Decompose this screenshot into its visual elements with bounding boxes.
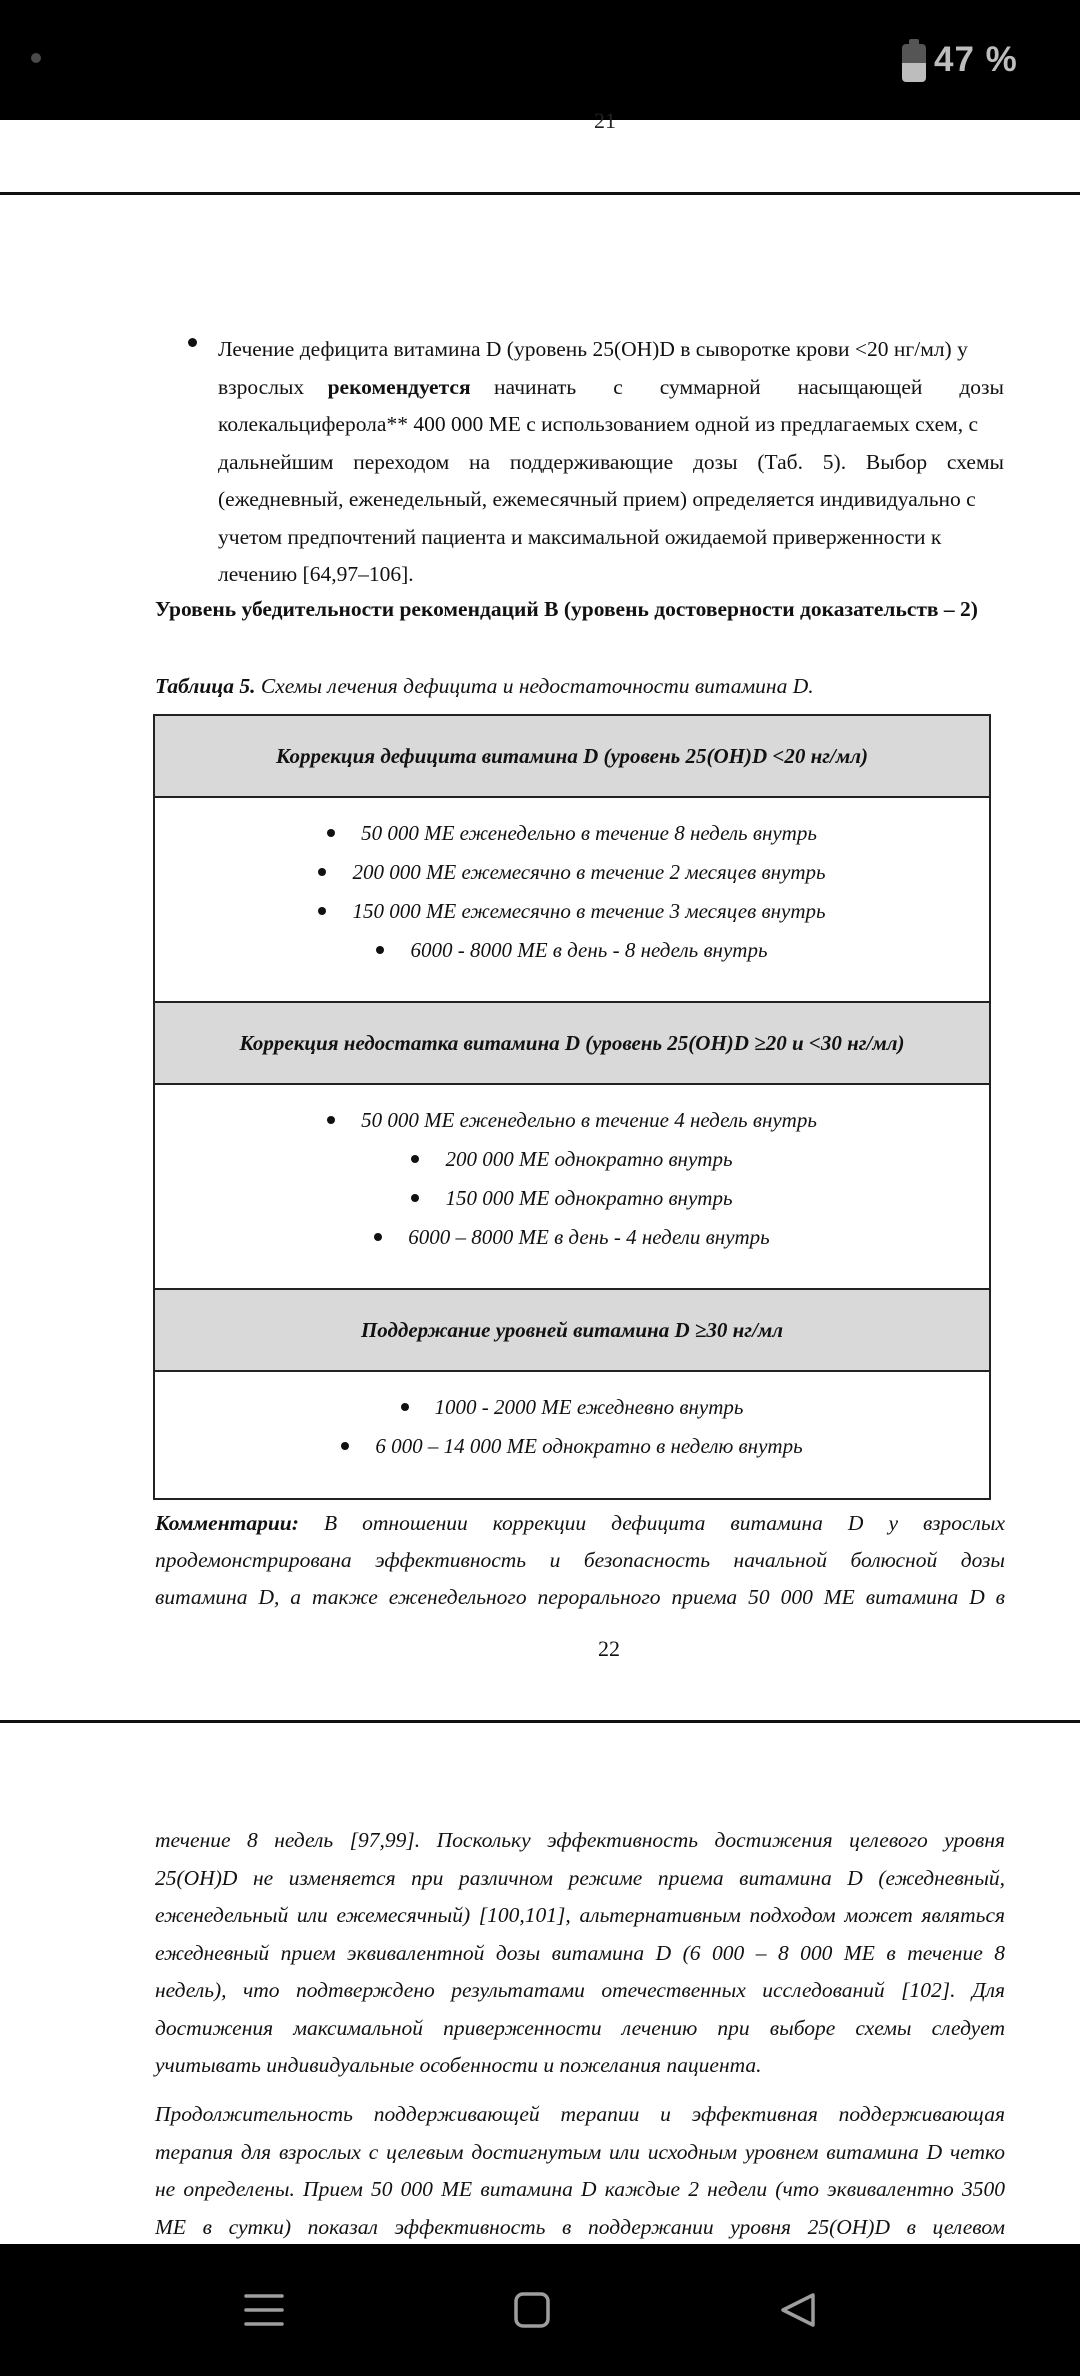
table-section-header: Коррекция недостатка витамина D (уровень 25(OH)D ≥20 и <30 нг/мл) — [155, 1003, 989, 1085]
battery-percent: 47 % — [934, 40, 1018, 79]
square-home-icon — [512, 2290, 552, 2330]
paragraph-line: достижения максимальной приверженности лечению при выборе схемы следует — [155, 2015, 1005, 2040]
bullet-icon — [374, 1233, 382, 1241]
paragraph-line: учитывать индивидуальные особенности и пожелания пациента. — [155, 2053, 762, 2077]
comment-line: витамина D, а также еженедельного перорального приема 50 000 МЕ витамина D в — [155, 1585, 1005, 1609]
page-number-22: 22 — [598, 1636, 620, 1661]
paragraph-line: еженедельный или ежемесячный) [100,101], альтернативным подходом может являться — [155, 1903, 1005, 1927]
bullet-icon — [411, 1194, 419, 1202]
paragraph-line: недель), что подтверждено результатами отечественных исследований [102]. Для — [155, 1978, 1005, 2002]
bold-term: рекомендуется — [327, 374, 471, 399]
home-button[interactable] — [472, 2244, 592, 2376]
page-text-paragraph — [155, 1822, 1005, 2085]
paragraph-line — [218, 369, 1004, 407]
table-caption-label: Таблица 5. — [155, 674, 256, 698]
status-bar — [0, 0, 1080, 120]
bullet-icon — [401, 1403, 409, 1411]
paragraph-line: Лечение дефицита витамина D (уровень 25(OH)D в сыворотке крови <20 нг/мл) у — [218, 337, 968, 361]
recommendation-level: Уровень убедительности рекомендаций B (уровень достоверности доказательств – 2) — [155, 597, 978, 621]
table-caption-text: Схемы лечения дефицита и недостаточности витамина D. — [260, 674, 814, 698]
comment-label: Комментарии: — [155, 1511, 299, 1535]
table-section-body — [155, 1085, 989, 1290]
paragraph-line: не определены. Прием 50 000 МЕ витамина D каждые 2 недели (что эквивалентно 3500 — [155, 2177, 1005, 2201]
paragraph-line: учетом предпочтений пациента и максимальной ожидаемой приверженности к — [218, 524, 942, 549]
bullet-icon — [188, 338, 197, 347]
paragraph-line: лечению [64,97–106]. — [218, 562, 414, 586]
paragraph-line: ежедневный прием эквивалентной дозы витамина D (6 000 – 8 000 МЕ в течение 8 — [155, 1940, 1005, 1965]
paragraph-text: начинать с суммарной насыщающей дозы — [494, 374, 1004, 399]
page-number-21: 21 — [594, 108, 616, 133]
table-list-item: 6000 - 8000 МЕ в день - 8 недель внутрь — [155, 937, 989, 963]
bullet-icon — [341, 1442, 349, 1450]
table-list-item: 50 000 МЕ еженедельно в течение 4 недель внутрь — [155, 1107, 989, 1133]
notification-dot-icon — [31, 53, 41, 63]
table-section-body — [155, 798, 989, 1003]
page-text-paragraph — [155, 2096, 1005, 2246]
recommendation-paragraph — [218, 331, 1004, 594]
bullet-icon — [376, 946, 384, 954]
table-caption — [155, 674, 814, 699]
menu-lines-icon — [242, 2290, 286, 2330]
bullet-icon — [318, 907, 326, 915]
table-section-header: Поддержание уровней витамина D ≥30 нг/мл — [155, 1290, 989, 1372]
table-list-item: 200 000 МЕ однократно внутрь — [155, 1146, 989, 1172]
bullet-icon — [318, 868, 326, 876]
bullet-icon — [411, 1155, 419, 1163]
paragraph-line: колекальциферола** 400 000 МЕ с использованием одной из предлагаемых схем, с — [218, 412, 979, 436]
navigation-bar — [0, 2244, 1080, 2376]
table-list-item: 50 000 МЕ еженедельно в течение 8 недель внутрь — [155, 820, 989, 846]
table-list-item: 1000 - 2000 МЕ ежедневно внутрь — [155, 1394, 989, 1420]
table-list-item: 200 000 МЕ ежемесячно в течение 2 месяцев внутрь — [155, 859, 989, 885]
bullet-icon — [327, 829, 335, 837]
treatment-schemes-table — [153, 714, 991, 1500]
table-list-item: 150 000 МЕ однократно внутрь — [155, 1185, 989, 1211]
table-list-item: 150 000 МЕ ежемесячно в течение 3 месяцев внутрь — [155, 898, 989, 924]
paragraph-line: течение 8 недель [97,99]. Поскольку эффективность достижения целевого уровня — [155, 1828, 1005, 1852]
table-section-body — [155, 1372, 989, 1498]
table-list-item: 6 000 – 14 000 МЕ однократно в неделю внутрь — [155, 1433, 989, 1459]
page-divider — [0, 1720, 1080, 1723]
table-section-header: Коррекция дефицита витамина D (уровень 25(OH)D <20 нг/мл) — [155, 716, 989, 798]
comment-line: продемонстрирована эффективность и безопасность начальной болюсной дозы — [155, 1548, 1005, 1572]
paragraph-line: терапия для взрослых с целевым достигнутым или исходным уровнем витамина D четко — [155, 2139, 1005, 2164]
paragraph-line: дальнейшим переходом на поддерживающие дозы (Таб. 5). Выбор схемы — [218, 449, 1004, 474]
bullet-icon — [327, 1116, 335, 1124]
paragraph-word: взрослых — [218, 374, 305, 399]
paragraph-line: МЕ в сутки) показал эффективность в поддержании уровня 25(OH)D в целевом — [155, 2214, 1005, 2239]
paragraph-line: Продолжительность поддерживающей терапии и эффективная поддерживающая — [155, 2102, 1005, 2126]
triangle-back-icon — [777, 2290, 819, 2330]
paragraph-line: (ежедневный, еженедельный, ежемесячный прием) определяется индивидуально с — [218, 487, 976, 511]
battery-icon — [902, 44, 926, 82]
back-button[interactable] — [738, 2244, 858, 2376]
page-divider — [0, 192, 1080, 195]
paragraph-line: 25(OH)D не изменяется при различном режиме приема витамина D (ежедневный, — [155, 1865, 1005, 1890]
comment-text: В отношении коррекции дефицита витамина D у взрослых — [323, 1511, 1005, 1535]
recents-button[interactable] — [204, 2244, 324, 2376]
table-list-item: 6000 – 8000 МЕ в день - 4 недели внутрь — [155, 1224, 989, 1250]
comment-line — [155, 1505, 1005, 1543]
